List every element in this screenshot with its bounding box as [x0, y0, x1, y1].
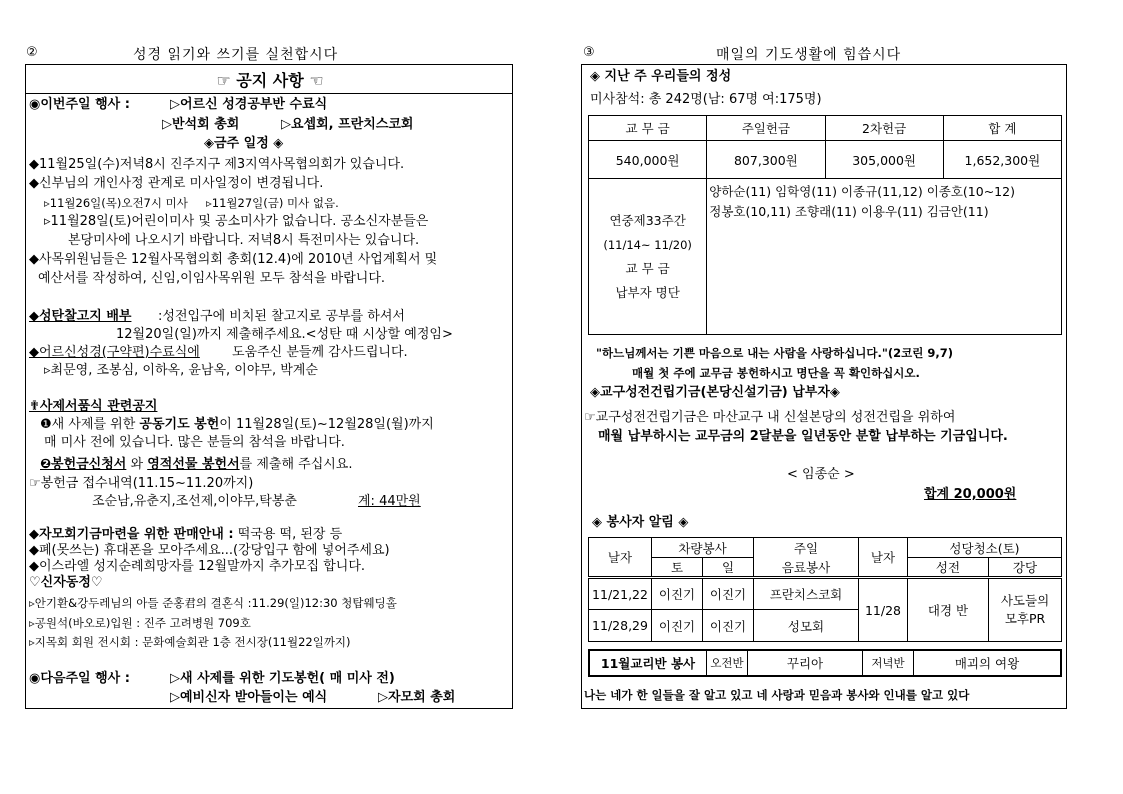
catechism-title: 11월교리반 봉사	[589, 650, 707, 676]
offering-names: 조순남,유춘지,조선제,이야무,탁봉춘	[92, 494, 297, 509]
mothers-sale	[29, 527, 342, 543]
vol-clean-hall: 사도들의 모후PR	[989, 578, 1062, 642]
vol-header-sat: 토	[652, 558, 703, 578]
page-number-left: ②	[26, 45, 38, 60]
payer-label-line: (11/14~ 11/20)	[603, 237, 692, 252]
elder-title: ◆어르신성경(구약편)수료식에	[29, 345, 200, 360]
offering-table	[588, 115, 1062, 335]
notice-divider	[26, 93, 512, 94]
vol-header-date: 날자	[589, 538, 652, 578]
schedule-line: ◆11월25일(수)저녁8시 진주지구 제3지역사목협의회가 있습니다.	[29, 157, 405, 172]
offering-total: 계: 44만원	[358, 494, 421, 509]
vol-header-church: 성전	[908, 558, 989, 578]
schedule-line: ◆사목위원님들은 12월사목협의회 총회(12.4)에 2010년 사업계획서 및	[29, 252, 438, 267]
ordination-text: 이 11월28일(토)~12월28일(월)까지	[219, 417, 434, 432]
catechism-am-value: 꾸리아	[748, 650, 863, 676]
ordination-text	[40, 417, 434, 433]
schedule-title: ◈금주 일정 ◈	[204, 136, 284, 151]
offering-value: 540,000원	[589, 141, 707, 179]
page-number-right: ③	[583, 45, 595, 60]
page-header-right: 매일의 기도생활에 힘씁시다	[716, 47, 902, 63]
offering-header: 주일헌금	[707, 116, 825, 141]
offering-title: ◈ 지난 주 우리들의 정성	[590, 69, 732, 84]
vol-header-clean: 성당청소(토)	[908, 538, 1062, 558]
schedule-line: ▹11월28일(토)어린이미사 및 공소미사가 없습니다. 공소신자분들은	[44, 214, 429, 229]
this-week-label: ◉이번주일 행사 :	[29, 97, 130, 112]
next-week-item: ▷새 사제를 위한 기도봉헌( 매 미사 전)	[170, 671, 395, 686]
catechism-pm-label: 저녁반	[863, 650, 914, 676]
mothers-sale-text: 떡국용 떡, 된장 등	[237, 527, 343, 542]
mothers-sale-title: ◆자모회기금마련을 위한 판매안내 :	[29, 527, 234, 542]
vol-clean-church: 대경 반	[908, 578, 989, 642]
vol-sun: 이진기	[703, 610, 754, 642]
offering-value: 1,652,300원	[943, 141, 1061, 179]
footer-verse: 나는 네가 한 일들을 잘 알고 있고 네 사랑과 믿음과 봉사와 인내를 알고 있다	[584, 688, 970, 702]
ordination-text: 를 제출해 주십시요.	[239, 457, 353, 472]
elder-names: ▹최문영, 조봉심, 이하옥, 윤남옥, 이야무, 박계순	[44, 363, 318, 378]
offering-header: 합 계	[943, 116, 1061, 141]
advent-title: ◆성탄찰고지 배부	[29, 309, 132, 324]
news-item: ▹지목회 회원 전시회 : 문화예술회관 1층 전시장(11월22일까지)	[29, 635, 351, 649]
volunteer-table	[588, 537, 1062, 642]
schedule-line: 예산서를 작성하여, 신임,이임사목위원 모두 참석을 바랍니다.	[38, 271, 386, 286]
vol-header-drink: 주일	[754, 538, 859, 558]
bible-quote: "하느님께서는 기쁜 마음으로 내는 사람을 사랑하십니다."(2코린 9,7)	[596, 346, 953, 360]
vol-header-date: 날자	[859, 538, 908, 578]
news-title: ♡신자동정♡	[29, 575, 103, 590]
bible-note: 매월 첫 주에 교무금 봉헌하시고 명단을 꼭 확인하십시오.	[632, 366, 920, 380]
vol-sat: 이진기	[652, 578, 703, 610]
payer-names-line: 정봉호(10,11) 조향래(11) 이용우(11) 김금안(11)	[709, 204, 989, 219]
news-item: ▹안기환&강두레님의 아들 준홍君의 결혼식 :11.29(일)12:30 청탑웨딩홀	[29, 596, 397, 610]
next-week-label: ◉다음주일 행사 :	[29, 671, 130, 686]
catechism-table	[588, 649, 1062, 677]
this-week-item: ▷어르신 성경공부반 수료식	[170, 97, 328, 112]
catechism-pm-value: 매괴의 여왕	[914, 650, 1062, 676]
ordination-text: 와	[130, 457, 144, 472]
news-item: ▹공원석(바오로)입원 : 진주 고려병원 709호	[29, 616, 251, 630]
offering-receipt: ☞봉헌금 접수내역(11.15~11.20까지)	[29, 476, 254, 491]
fund-desc: ☞교구성전건립기금은 마산교구 내 신설본당의 성전건립을 위하여	[584, 410, 956, 425]
schedule-line: ▹11월26일(목)오전7시 미사	[44, 196, 188, 210]
fund-desc: 매월 납부하시는 교무금의 2달분을 일년동안 분할 납부하는 기금입니다.	[598, 429, 1008, 444]
vol-clean-date: 11/28	[859, 578, 908, 642]
vol-sun: 이진기	[703, 578, 754, 610]
fund-payer: < 임종순 >	[787, 467, 855, 482]
ordination-highlight: 영적선물 봉헌서	[147, 457, 240, 472]
table-row	[589, 578, 1062, 610]
right-panel	[581, 64, 1067, 709]
next-week-item: ▷예비신자 받아들이는 예식	[170, 690, 328, 705]
schedule-line: ▹11월27일(금) 미사 없음.	[206, 196, 339, 210]
ordination-text: ❶새 사제를 위한	[40, 417, 136, 432]
page-header-left: 성경 읽기와 쓰기를 실천합시다	[133, 47, 339, 63]
vol-header-car: 차량봉사	[652, 538, 754, 558]
elder-text: 도움주신 분들께 감사드립니다.	[232, 345, 408, 360]
volunteer-title: ◈ 봉사자 알림 ◈	[592, 515, 689, 530]
israel-pilgrimage: ◆이스라엘 성지순례희망자를 12월말까지 추가모집 합니다.	[29, 559, 366, 574]
notice-title: ☞ 공지 사항 ☜	[216, 71, 324, 90]
payer-label-line: 연중제33주간	[609, 212, 686, 228]
ordination-highlight: ❷봉헌금신청서	[40, 457, 127, 472]
ordination-text: 매 미사 전에 있습니다. 많은 분들의 참석을 바랍니다.	[44, 435, 345, 450]
ordination-title: ✟사제서품식 관련공지	[29, 399, 158, 414]
offering-value: 807,300원	[707, 141, 825, 179]
vol-date: 11/28,29	[589, 610, 652, 642]
vol-header-hall: 강당	[989, 558, 1062, 578]
vol-date: 11/21,22	[589, 578, 652, 610]
payer-label-line: 교 무 금	[625, 260, 670, 276]
vol-drink: 프란치스코회	[754, 578, 859, 610]
left-panel	[25, 64, 513, 709]
ordination-highlight: 공동기도 봉헌	[139, 417, 220, 432]
vol-header-drink-sub: 음료봉사	[754, 558, 859, 578]
payer-names	[707, 179, 1062, 335]
vol-header-sun: 일	[703, 558, 754, 578]
schedule-line: 본당미사에 나오시기 바랍니다. 저녁8시 특전미사는 있습니다.	[68, 233, 420, 248]
phone-collection: ◆폐(못쓰는) 휴대폰을 모아주세요...(강당입구 함에 넣어주세요)	[29, 543, 390, 558]
payer-label	[589, 179, 707, 335]
payer-label-line: 납부자 명단	[615, 284, 680, 300]
vol-sat: 이진기	[652, 610, 703, 642]
vol-drink: 성모회	[754, 610, 859, 642]
payer-names-line: 양하순(11) 임학영(11) 이종규(11,12) 이종호(10~12)	[709, 184, 1015, 199]
advent-text: :성전입구에 비치된 찰고지로 공부를 하셔서	[158, 309, 405, 324]
schedule-line: ◆신부님의 개인사정 관계로 미사일정이 변경됩니다.	[29, 176, 324, 191]
ordination-text	[40, 457, 353, 473]
fund-title: ◈교구성전건립기금(본당신설기금) 납부자◈	[590, 385, 840, 400]
this-week-item: ▷반석회 총회	[162, 117, 240, 132]
this-week-item: ▷요셉회, 프란치스코회	[281, 117, 414, 132]
offering-value: 305,000원	[825, 141, 943, 179]
attendance: 미사참석: 총 242명(남: 67명 여:175명)	[590, 92, 822, 107]
advent-text: 12월20일(일)까지 제출해주세요.<성탄 때 시상할 예정임>	[116, 327, 453, 342]
fund-total: 합계 20,000원	[924, 487, 1017, 502]
offering-header: 교 무 금	[589, 116, 707, 141]
next-week-item: ▷자모회 총회	[378, 690, 456, 705]
catechism-am-label: 오전반	[707, 650, 748, 676]
offering-header: 2차헌금	[825, 116, 943, 141]
